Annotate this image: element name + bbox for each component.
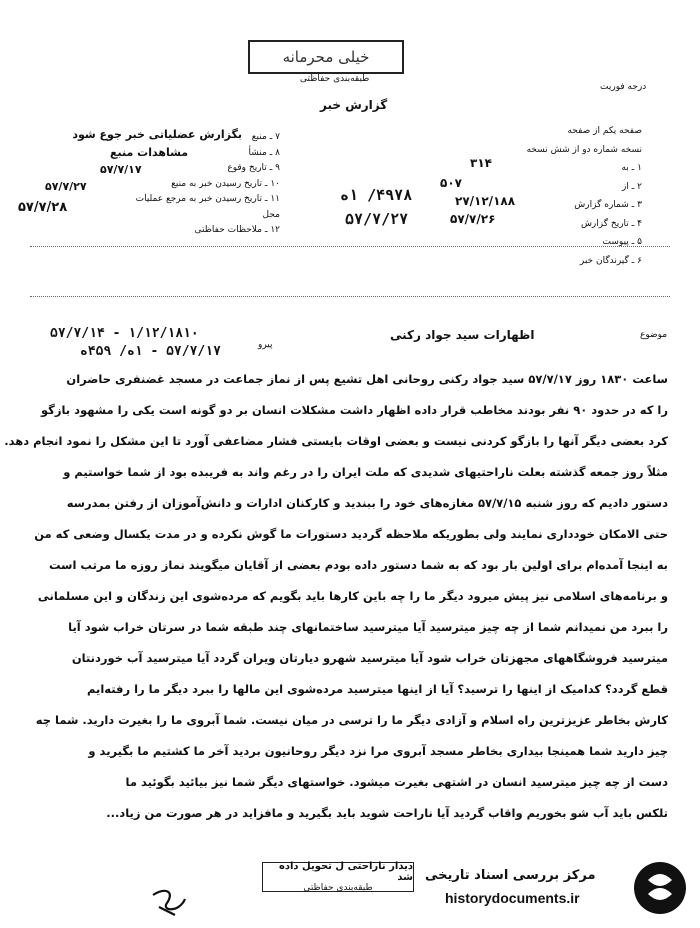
- form-right-line: ۳ ـ شماره گزارش: [574, 200, 642, 210]
- archive-logo-icon: [630, 858, 690, 918]
- form-left-line: ۸ ـ منشأ: [248, 147, 280, 158]
- body-line: به اینجا آمده‌ام برای اولین بار بود که به شما دستور داده بودم بعضی از آقایان میگویند نماز روزه ما مرتب است: [48, 558, 668, 572]
- report-title: گزارش خبر: [320, 98, 388, 112]
- body-line: چیز دارید شما همینجا بیداری بخاطر مسجد آبروی مرا نزد دیگر روحانیون بردید آخر ما کشتیم ما بگیرید و: [88, 744, 668, 758]
- body-line: ساعت ۱۸۳۰ روز ۵۷/۷/۱۷ سید جواد رکنی روحانی اهل تشیع پس از نماز جماعت در مسجد غضنفری حاضران: [66, 372, 668, 386]
- form-left-line: ۱۰ ـ تاریخ رسیدن خبر به منبع: [171, 178, 280, 189]
- form-left-line: ۷ ـ منبع: [251, 132, 280, 142]
- body-line: قطع گردد؟ کدامیک از اینها را ترسید؟ آیا از اینها میترسید مرده‌شوی این مالها را ببرد دیگر ما را رفته‌ایم: [86, 682, 668, 696]
- body-line: حتی الامکان خودداری نمایند ولی بطوریکه ملاحظه گردید دستورات ما گوش نکرده و در مدت یکسال وضعی که من: [34, 527, 668, 541]
- report-body: [4, 372, 668, 837]
- watermark-title: مرکز بررسی اسناد تاریخی: [425, 868, 596, 883]
- form-right-line: ۵ ـ پیوست: [602, 237, 642, 247]
- body-line: کرد بعضی دیگر آنها را بازگو کردنی نیست و بعضی اوقات بایستی فشار مضاعفی آورد تا این مشکل را نمود انجام دهد.: [4, 434, 668, 448]
- form-left-value-date-source: ۵۷/۷/۲۷: [45, 180, 87, 193]
- form-right-value-report-no: ۲۷/۱۲/۱۸۸: [455, 194, 516, 208]
- body-line: دست از چه چیز میترسید انسان در اشتهی بغیرت میشود. خواستهای دیگر شما نیز بیائید بگوئید ما: [125, 775, 668, 789]
- signature-mark: [145, 885, 195, 921]
- form-right-line: ۶ ـ گیرندگان خبر: [579, 255, 642, 266]
- form-left-line: ۱۱ ـ تاریخ رسیدن خبر به مرجع عملیات محل: [135, 194, 280, 220]
- reference-2: ۵۷/۷/۱۷ - ۱ه/ ۴۵۹ه: [80, 344, 221, 359]
- form-left-value-origin: مشاهدات منبع: [110, 146, 189, 159]
- body-line: را ببرد من نمیدانم شما از چه چیز میترسید آیا میترسید ساختمانهای چند طبقه شما در سرتان خراب شود آیا: [68, 620, 668, 634]
- body-line: را که در حدود ۹۰ نفر بودند مخاطب قرار داده اظهار داشت مشکلات انسان بر دو گونه است یکی را مشهود بازگو: [40, 403, 668, 417]
- reference-1: ۵۷/۷/۱۴ - ۱/۱۲/۱۸۱۰: [50, 326, 199, 341]
- watermark: [590, 858, 690, 918]
- form-right-value-report-date: ۵۷/۷/۲۶: [450, 212, 496, 226]
- body-line: تلکس باید آب شو بخوریم واقاب گردید آیا ناراحت شوید باید بگیرید و مافزاید در هر صورت من زیاد...: [106, 806, 668, 820]
- body-line: دستور دادیم که روز شنبه ۵۷/۷/۱۵ مغازه‌های خود را ببندید و کارکنان ادارات و دانش‌آموزان از رفتن بمدرسه: [66, 496, 668, 510]
- form-left-value-date-local: ۵۷/۷/۲۸: [18, 200, 68, 215]
- priority-label: درجه فوریت: [600, 82, 647, 92]
- form-right-line: ۲ ـ از: [621, 181, 642, 192]
- bottom-stamp-classification: طبقه‌بندی حفاظتی: [303, 883, 373, 893]
- classification-label: طبقه‌بندی حفاظتی: [300, 74, 370, 84]
- body-line: و برنامه‌های اسلامی نیز پیش میرود دیگر ما را چه باین کارها باید بگویم که مرده‌شوی این زندگان و این مسلمانی: [37, 589, 668, 603]
- marginal-number: ۴۹۷۸/ ۱ه: [340, 186, 413, 204]
- form-right-line: صفحه یکم از صفحه: [567, 126, 642, 136]
- form-right-line: ۱ ـ به: [621, 163, 642, 173]
- form-right-line: نسخه شماره دو از شش نسخه: [526, 144, 642, 155]
- reference-label: پیرو: [258, 340, 273, 350]
- form-left-value-source: بگزارش عضلیاتی خبر جوع شود: [72, 128, 242, 141]
- form-divider: [30, 296, 670, 297]
- form-left-value-date: ۵۷/۷/۱۷: [100, 163, 142, 176]
- watermark-url: historydocuments.ir: [445, 890, 580, 906]
- form-divider: [30, 246, 670, 247]
- body-line: میترسید فروشگاههای مجهزتان خراب شود آیا میترسید شهرو دیارتان ویران گردد آیا میترسید آب خوردنتان: [71, 651, 668, 665]
- form-right-value-from: ۵۰۷: [440, 176, 462, 190]
- bottom-stamp: [262, 862, 414, 892]
- form-right-line: ۴ ـ تاریخ گزارش: [580, 218, 642, 229]
- bottom-stamp-text: دیدار ناراحتی ل تحویل داده شد: [278, 861, 413, 883]
- subject-text: اظهارات سید جواد رکنی: [390, 328, 535, 342]
- subject-label: موضوع: [640, 330, 668, 340]
- form-right-value-to: ۳۱۴: [470, 156, 492, 170]
- marginal-date: ۵۷/۷/۲۷: [345, 210, 409, 228]
- classification-stamp-text: خیلی محرمانه: [282, 48, 370, 66]
- form-left-line: ۹ ـ تاریخ وقوع: [227, 163, 280, 173]
- form-left-line: ۱۲ ـ ملاحظات حفاظتی: [194, 225, 280, 235]
- classification-stamp: [248, 40, 404, 74]
- body-line: کارش بخاطر عزیزترین راه اسلام و آزادی دیگر ما را ترسی در میان نیست. شما آبروی ما را بغیرت دارید. شما چه: [35, 713, 668, 727]
- body-line: مثلاً روز جمعه گذشته بعلت ناراحتیهای شدیدی که ملت ایران را در رغم واند به فریبده بود از شما خواستیم و: [63, 465, 668, 479]
